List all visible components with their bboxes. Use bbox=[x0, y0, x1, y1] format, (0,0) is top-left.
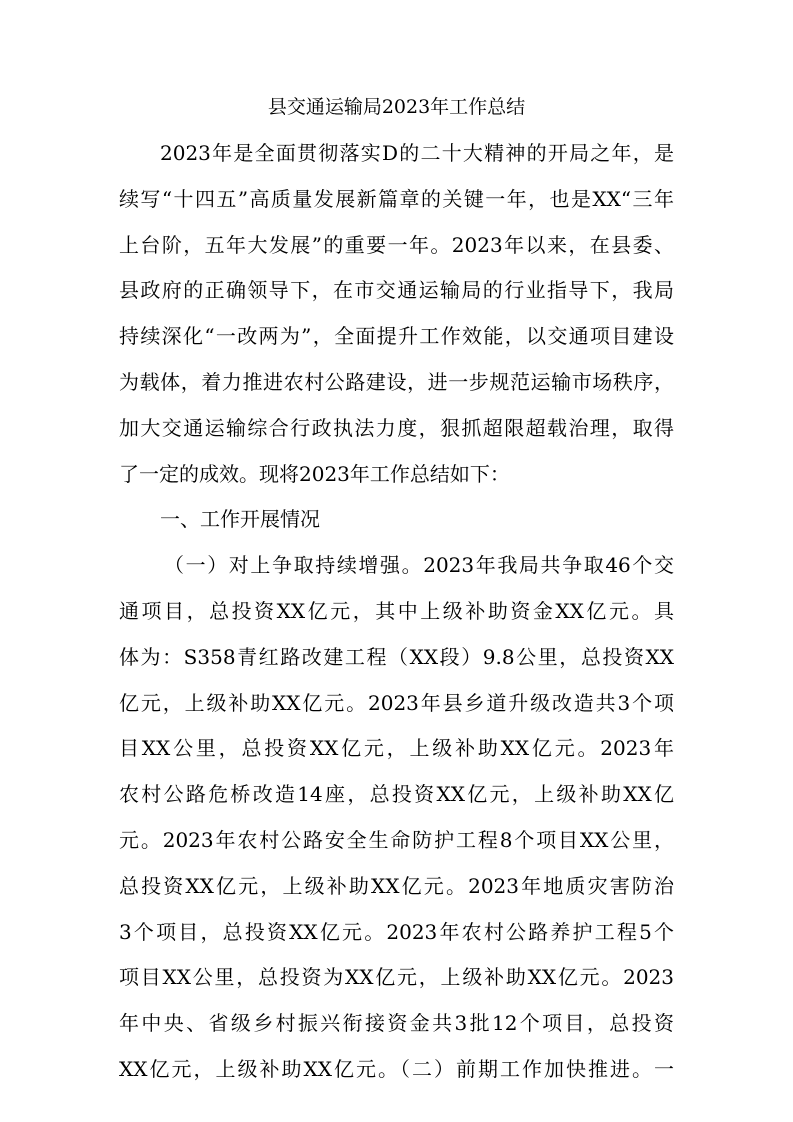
paragraph-line: 目XX公里，总投资XX亿元，上级补助XX亿元。2023年 bbox=[119, 736, 674, 760]
paragraph-line: 3个项目，总投资XX亿元。2023年农村公路养护工程5个 bbox=[119, 920, 674, 944]
paragraph-line: 加大交通运输综合行政执法力度，狠抓超限超载治理，取得 bbox=[119, 416, 674, 440]
paragraph-line: 了一定的成效。现将2023年工作总结如下： bbox=[119, 462, 510, 486]
paragraph-line: XX亿元，上级补助XX亿元。（二）前期工作加快推进。一 bbox=[119, 1057, 674, 1081]
paragraph-line: 农村公路危桥改造14座，总投资XX亿元，上级补助XX亿 bbox=[119, 782, 674, 806]
paragraph-line: 体为：S358青红路改建工程（XX段）9.8公里，总投资XX bbox=[119, 645, 674, 669]
document-title: 县交通运输局2023年工作总结 bbox=[267, 96, 526, 118]
paragraph-line: 亿元，上级补助XX亿元。2023年县乡道升级改造共3个项 bbox=[119, 691, 674, 715]
paragraph-line: 持续深化“一改两为”，全面提升工作效能，以交通项目建设 bbox=[119, 324, 674, 348]
paragraph-line: 续写“十四五”高质量发展新篇章的关键一年，也是XX“三年 bbox=[119, 187, 674, 211]
paragraph-line: （一）对上争取持续增强。2023年我局共争取46个交 bbox=[164, 553, 674, 577]
paragraph-line: 县政府的正确领导下，在市交通运输局的行业指导下，我局 bbox=[119, 278, 674, 302]
paragraph-line: 上台阶，五年大发展”的重要一年。2023年以来，在县委、 bbox=[119, 233, 674, 257]
paragraph-line: 元。2023年农村公路安全生命防护工程8个项目XX公里， bbox=[119, 828, 674, 852]
paragraph-line: 2023年是全面贯彻落实D的二十大精神的开局之年，是 bbox=[160, 141, 674, 165]
paragraph-line: 项目XX公里，总投资为XX亿元，上级补助XX亿元。2023 bbox=[119, 965, 674, 989]
section-heading: 一、工作开展情况 bbox=[160, 507, 320, 531]
paragraph-line: 通项目，总投资XX亿元，其中上级补助资金XX亿元。具 bbox=[119, 599, 674, 623]
paragraph-line: 总投资XX亿元，上级补助XX亿元。2023年地质灾害防治 bbox=[119, 874, 674, 898]
paragraph-line: 为载体，着力推进农村公路建设，进一步规范运输市场秩序， bbox=[119, 370, 674, 394]
paragraph-line: 年中央、省级乡村振兴衔接资金共3批12个项目，总投资 bbox=[119, 1011, 674, 1035]
